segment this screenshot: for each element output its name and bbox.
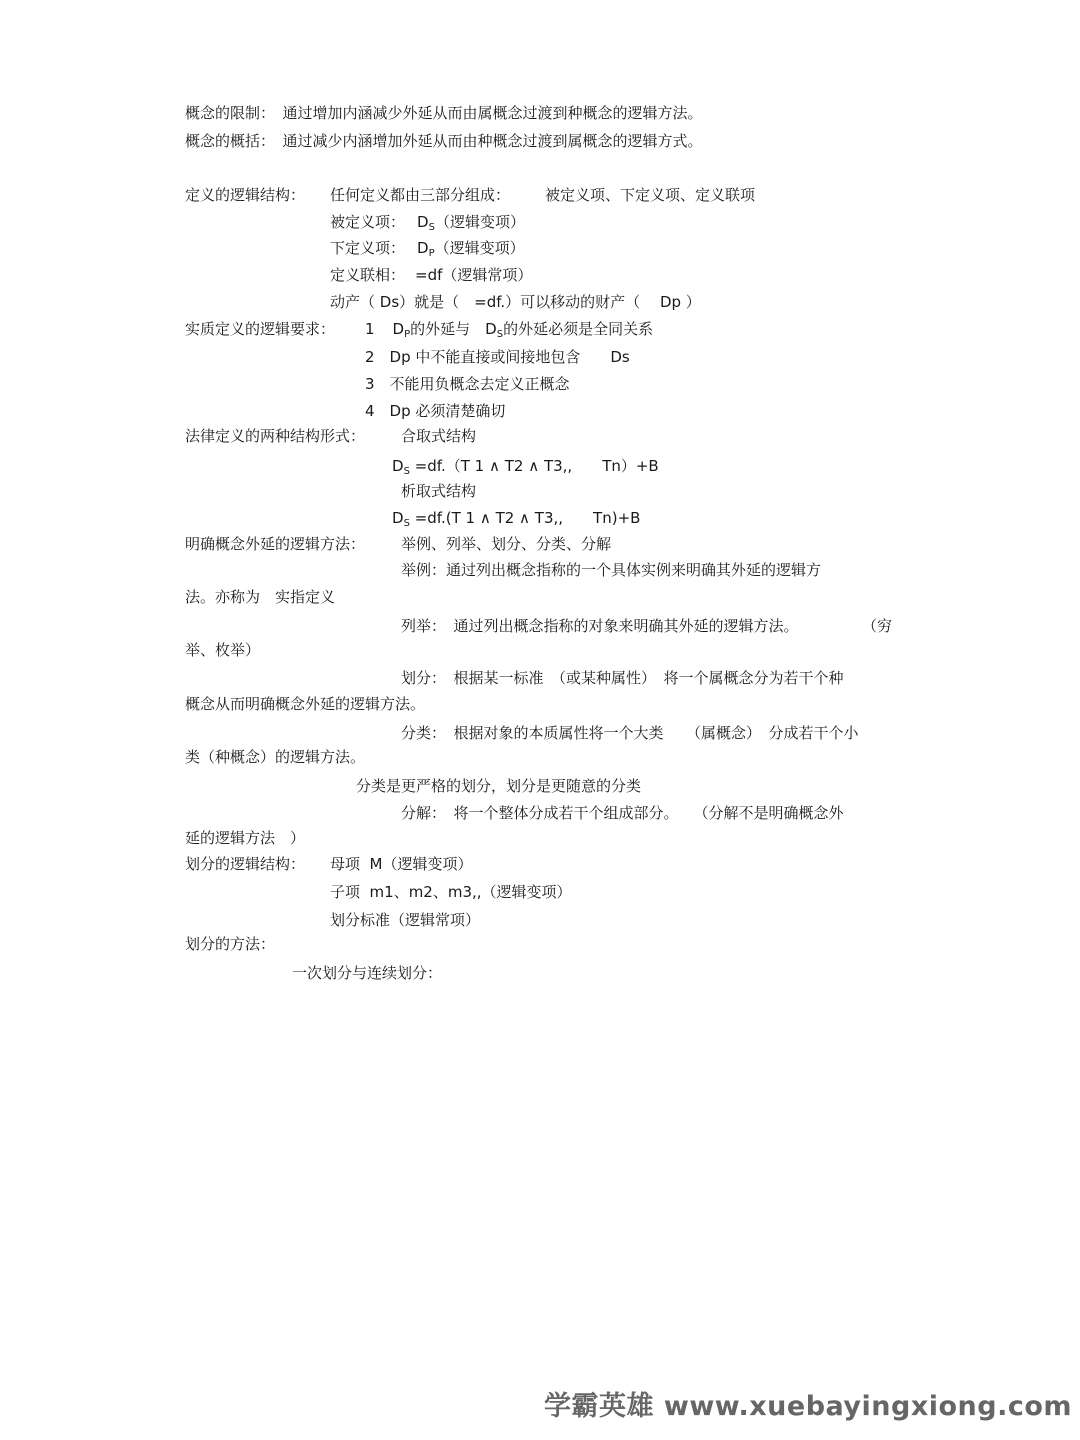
df-label: 定义联相：: [330, 266, 406, 284]
ext-label: 明确概念外延的逻辑方法：: [185, 535, 366, 553]
req-1-num: 1: [365, 320, 375, 338]
ds-subscript: S: [428, 222, 435, 233]
decomposition-line-1: 分解： 将一个整体分成若干个组成部分。 （分解不是明确概念外: [401, 804, 844, 822]
dp-note: （逻辑变项）: [434, 239, 525, 257]
law-conj-ds: D: [392, 457, 404, 475]
classification-line-1: 分类： 根据对象的本质属性将一个大类 （属概念） 分成若干个小: [401, 724, 859, 742]
law-conj-expr: =df.（T 1 ∧ T2 ∧ T3,, Tn）+B: [409, 457, 659, 475]
req-1-end: 的外延必须是全同关系: [503, 320, 654, 338]
req-1: [365, 320, 654, 340]
ds-note: （逻辑变项）: [434, 213, 525, 231]
watermark: 学霸英雄 www.xuebayingxiong.com: [544, 1391, 1073, 1422]
law-conjunctive: 合取式结构: [401, 427, 477, 445]
req-1-ds-sub: S: [496, 329, 504, 340]
div-struct-label: 划分的逻辑结构：: [185, 855, 306, 873]
ds-label: 被定义项：: [330, 213, 406, 231]
law-conjunctive-formula: [392, 457, 659, 477]
req-1-dp: D: [392, 320, 405, 338]
req-1-dp-sub: P: [404, 329, 411, 340]
req-label: 实质定义的逻辑要求：: [185, 320, 336, 338]
dp-line: [330, 239, 525, 259]
law-disjunctive-formula: [392, 509, 641, 529]
ds-line: [330, 213, 525, 233]
example-definition: 动产（ Ds）就是（ =df.）可以移动的财产（ Dp ）: [330, 293, 701, 311]
classification-note: 分类是更严格的划分，划分是更随意的分类: [356, 777, 642, 795]
ds-symbol: D: [417, 213, 429, 231]
def-struct-label: 定义的逻辑结构：: [185, 186, 306, 204]
div-method-1: 一次划分与连续划分：: [292, 964, 443, 982]
law-conj-ds-sub: S: [403, 466, 410, 477]
df-value: =df（逻辑常项）: [415, 266, 533, 284]
req-2: 2 Dp 中不能直接或间接地包含 Ds: [365, 348, 630, 366]
div-struct-parent: 母项 M（逻辑变项）: [330, 855, 473, 873]
def-struct-desc: 任何定义都由三部分组成：: [330, 186, 511, 204]
enum-line-2: 举、枚举）: [185, 641, 261, 659]
ext-methods: 举例、列举、划分、分类、分解: [401, 535, 612, 553]
div-struct-standard: 划分标准（逻辑常项）: [330, 911, 481, 929]
div-method-label: 划分的方法：: [185, 935, 276, 953]
enum-line-1: 列举： 通过列出概念指称的对象来明确其外延的逻辑方法。: [401, 617, 799, 635]
example-line-2: 法。亦称为 实指定义: [185, 588, 336, 606]
def-struct-parts: 被定义项、下定义项、定义联项: [545, 186, 756, 204]
enum-paren: （穷: [862, 617, 893, 635]
law-disj-expr: =df.(T 1 ∧ T2 ∧ T3,, Tn)+B: [409, 509, 641, 527]
req-4: 4 Dp 必须清楚确切: [365, 402, 506, 420]
law-label: 法律定义的两种结构形式：: [185, 427, 366, 445]
law-disj-ds: D: [392, 509, 404, 527]
decomposition-line-2: 延的逻辑方法 ）: [185, 829, 306, 847]
dp-subscript: P: [428, 248, 435, 259]
text-restrict: 概念的限制： 通过增加内涵减少外延从而由属概念过渡到种概念的逻辑方法。: [185, 104, 703, 122]
div-struct-children: 子项 m1、m2、m3,,（逻辑变项）: [330, 883, 572, 901]
example-line-1: 举例：通过列出概念指称的一个具体实例来明确其外延的逻辑方: [401, 561, 822, 579]
text-generalize: 概念的概括： 通过减少内涵增加外延从而由种概念过渡到属概念的逻辑方式。: [185, 132, 703, 150]
dp-label: 下定义项：: [330, 239, 406, 257]
req-3: 3 不能用负概念去定义正概念: [365, 375, 570, 393]
req-1-mid: 的外延与 D: [410, 320, 497, 338]
dp-symbol: D: [417, 239, 429, 257]
division-line-2: 概念从而明确概念外延的逻辑方法。: [185, 695, 426, 713]
law-disjunctive: 析取式结构: [401, 482, 477, 500]
classification-line-2: 类（种概念）的逻辑方法。: [185, 748, 366, 766]
df-line: [330, 268, 532, 283]
law-disj-ds-sub: S: [403, 518, 410, 529]
division-line-1: 划分： 根据某一标准 （或某种属性） 将一个属概念分为若干个种: [401, 669, 844, 687]
